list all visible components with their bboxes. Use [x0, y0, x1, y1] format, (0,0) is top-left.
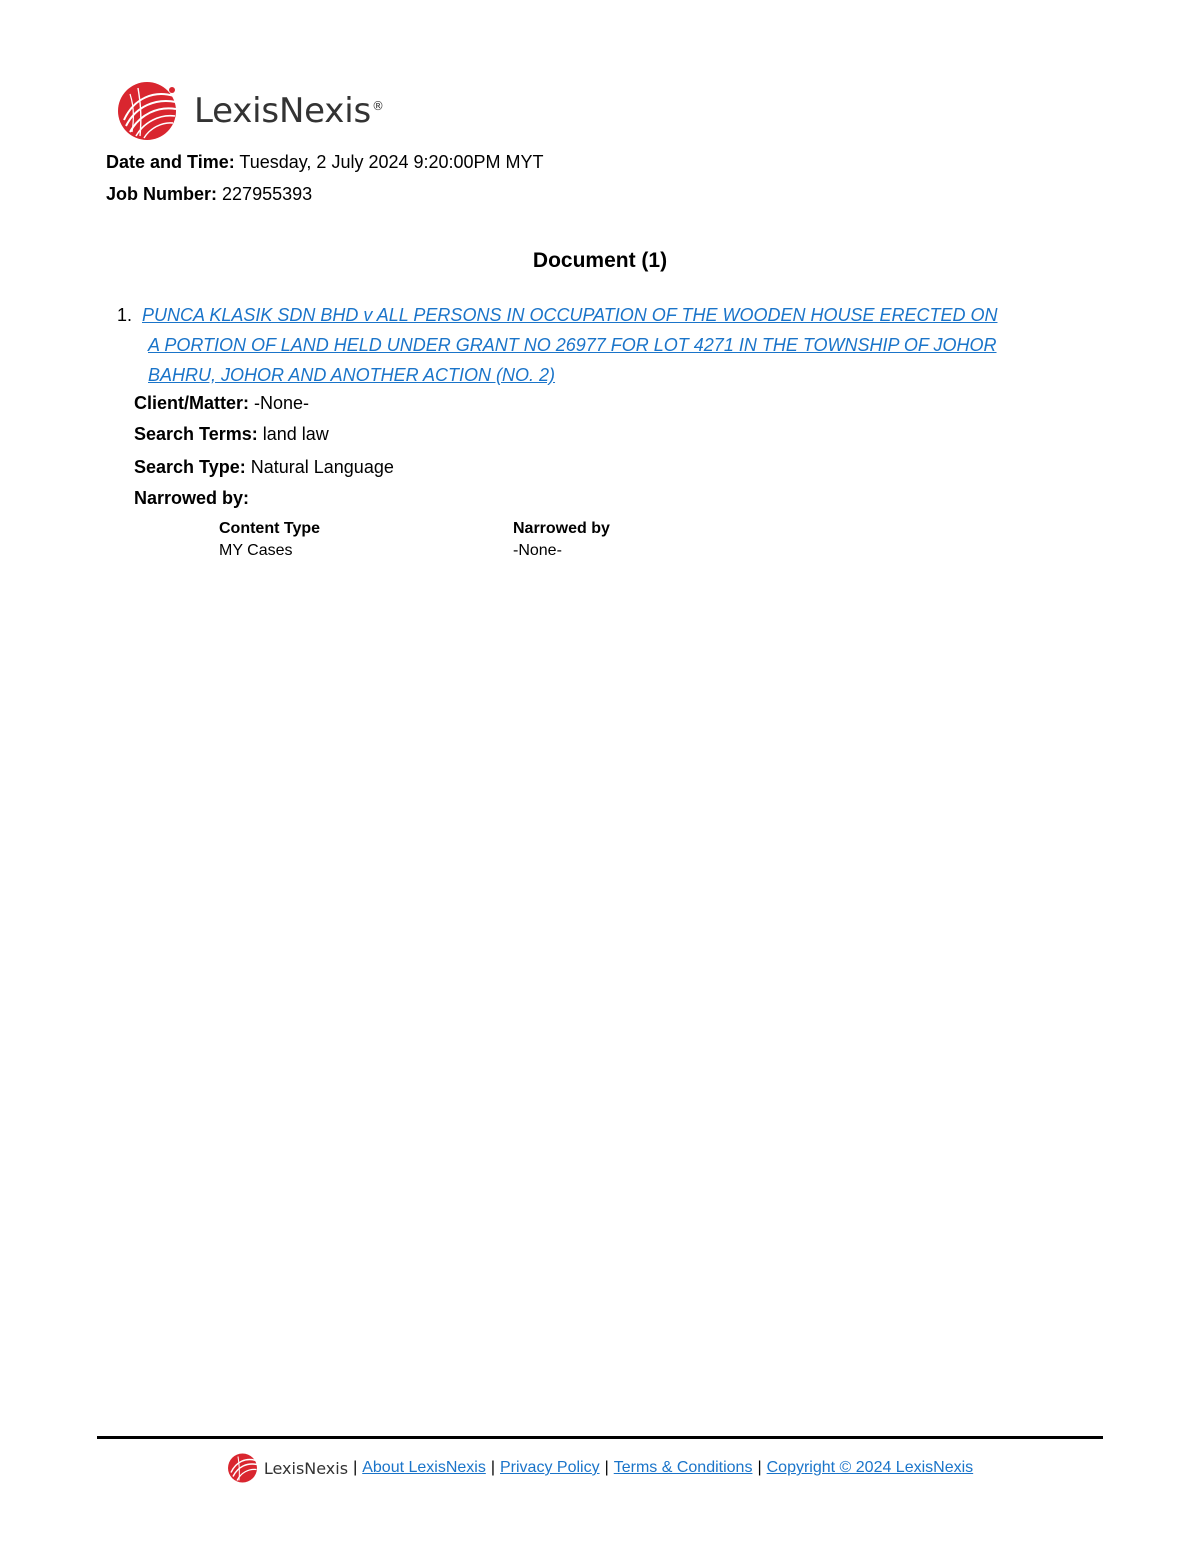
lexisnexis-logo	[116, 80, 384, 142]
search-type-label: Search Type:	[134, 457, 246, 477]
content-type-cell: MY Cases	[219, 542, 293, 559]
narrowed-by-cell: -None-	[513, 542, 562, 559]
narrowed-by-column	[513, 518, 610, 562]
content-type-column	[219, 518, 320, 562]
document-item-number: 1.	[117, 305, 133, 325]
narrowed-by-header: Narrowed by	[513, 520, 610, 537]
logo-wordmark: LexisNexis®	[194, 91, 384, 131]
document-list-item	[117, 300, 1092, 390]
about-link[interactable]: About LexisNexis	[362, 1459, 486, 1476]
search-type-row	[134, 456, 394, 478]
job-number-label: Job Number:	[106, 184, 218, 204]
job-number-row	[106, 183, 312, 205]
lexisnexis-emblem-icon	[116, 80, 180, 142]
content-type-header: Content Type	[219, 520, 321, 537]
search-terms-value: land law	[262, 424, 329, 444]
privacy-policy-link[interactable]: Privacy Policy	[500, 1459, 600, 1476]
client-matter-value: -None-	[254, 393, 310, 413]
date-time-label: Date and Time:	[106, 152, 235, 172]
copyright-link[interactable]: Copyright © 2024 LexisNexis	[766, 1459, 974, 1476]
job-number-value: 227955393	[222, 184, 313, 204]
date-time-value: Tuesday, 2 July 2024 9:20:00PM MYT	[239, 152, 544, 172]
footer-divider	[97, 1436, 1103, 1439]
terms-conditions-link[interactable]: Terms & Conditions	[613, 1459, 753, 1476]
footer: LexisNexis | About LexisNexis | Privacy Policy | Terms & Conditions | Copyright © 2024 LexisNexis	[0, 1452, 1200, 1484]
client-matter-row	[134, 392, 309, 414]
client-matter-label: Client/Matter:	[134, 393, 250, 413]
narrowed-by-label: Narrowed by:	[134, 488, 250, 508]
search-terms-row	[134, 423, 329, 445]
document-title-link[interactable]: PUNCA KLASIK SDN BHD v ALL PERSONS IN OCCUPATION OF THE WOODEN HOUSE ERECTED ON A PORTION OF LAND HELD UNDER GRANT NO 26977 FOR LOT 4271 IN THE TOWNSHIP OF JOHOR BAHRU, JOHOR AND ANOTHER ACTION (NO. 2)	[142, 305, 998, 385]
document-heading: Document (1)	[532, 249, 668, 272]
search-terms-label: Search Terms:	[134, 424, 258, 444]
narrowed-by-row	[134, 487, 249, 509]
footer-brand: LexisNexis	[263, 1458, 349, 1478]
search-type-value: Natural Language	[250, 457, 394, 477]
date-time-row	[106, 151, 544, 173]
lexisnexis-emblem-icon	[227, 1452, 259, 1484]
footer-logo	[227, 1452, 348, 1484]
